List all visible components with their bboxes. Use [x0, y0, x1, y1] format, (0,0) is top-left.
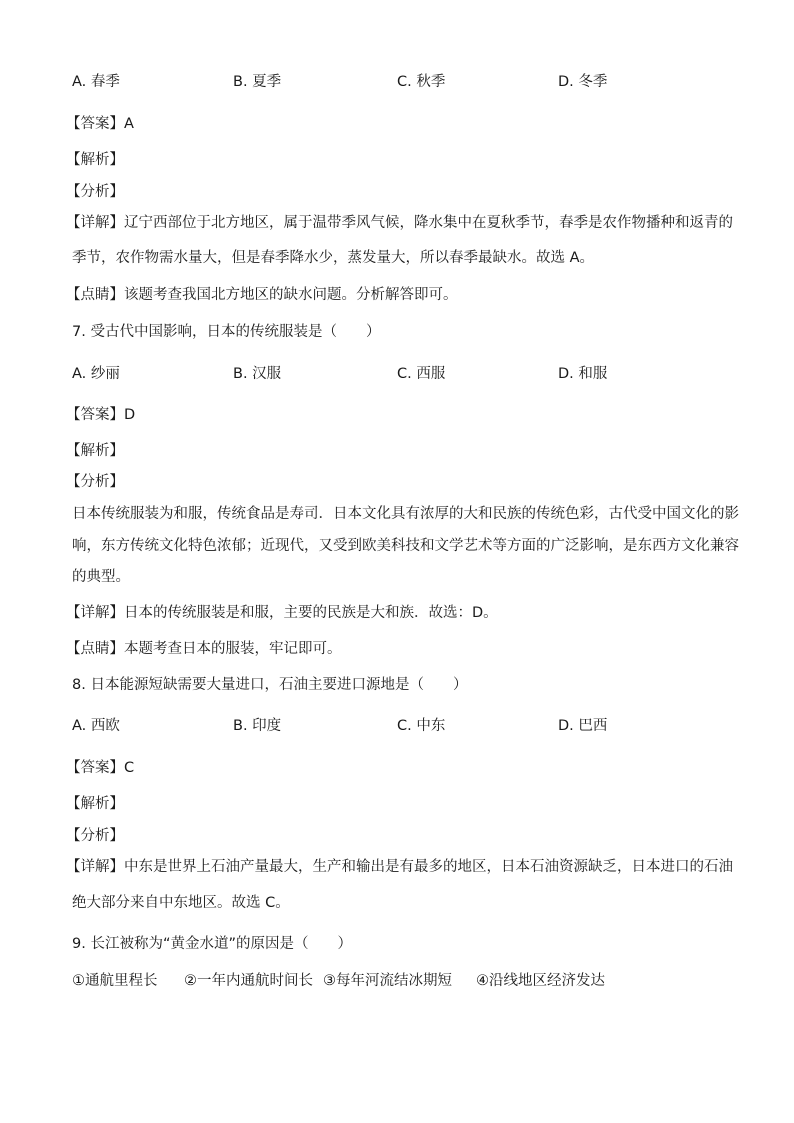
- q6-option-b: B. 夏季: [233, 74, 282, 90]
- q7-fenxi-line2: 响，东方传统文化特色浓郁；近现代，又受到欧美科技和文学艺术等方面的广泛影响，是东西方文化兼容: [72, 538, 739, 554]
- dianjing-text: 该题考查我国北方地区的缺水问题。分析解答即可。: [124, 287, 458, 303]
- q6-option-c: C. 秋季: [397, 74, 446, 90]
- q8-stem: 8. 日本能源短缺需要大量进口，石油主要进口源地是（ ）: [72, 677, 468, 693]
- q7-option-d: D. 和服: [558, 366, 608, 382]
- detail-tag: 【详解】: [66, 605, 124, 621]
- answer-value: C: [124, 760, 135, 776]
- answer-tag: 【答案】: [66, 407, 124, 423]
- q7-option-a: A. 纱丽: [72, 366, 120, 382]
- q9-item-2: ②一年内通航时间长: [184, 973, 313, 989]
- q7-answer: [66, 405, 135, 425]
- q7-analysis-tag: 【解析】: [66, 443, 124, 459]
- q9-stem: 9. 长江被称为“黄金水道”的原因是（ ）: [72, 936, 352, 952]
- q7-fenxi-tag: 【分析】: [66, 474, 124, 490]
- q9-item-3: ③每年河流结冰期短: [323, 973, 452, 989]
- q7-fenxi-line3: 的典型。: [72, 569, 130, 585]
- answer-tag: 【答案】: [66, 116, 124, 132]
- detail-text: 辽宁西部位于北方地区，属于温带季风气候，降水集中在夏秋季节，春季是农作物播种和返青的: [124, 215, 733, 231]
- q6-option-a: A. 春季: [72, 74, 120, 90]
- q6-answer: [66, 114, 134, 134]
- q6-dianjing: [66, 285, 458, 305]
- detail-tag: 【详解】: [66, 215, 124, 231]
- q8-option-c: C. 中东: [397, 718, 446, 734]
- q6-analysis-tag: 【解析】: [66, 152, 124, 168]
- q8-detail-line1: [66, 857, 733, 877]
- dianjing-tag: 【点睛】: [66, 641, 124, 657]
- q9-item-1: ①通航里程长: [72, 973, 158, 989]
- q7-dianjing: [66, 639, 342, 659]
- q8-option-b: B. 印度: [233, 718, 282, 734]
- answer-tag: 【答案】: [66, 760, 124, 776]
- q6-fenxi-tag: 【分析】: [66, 184, 124, 200]
- detail-text: 日本的传统服装是和服，主要的民族是大和族．故选：D。: [124, 605, 498, 621]
- answer-value: A: [124, 116, 134, 132]
- q6-detail-line1: [66, 213, 733, 233]
- q7-option-c: C. 西服: [397, 366, 446, 382]
- q8-analysis-tag: 【解析】: [66, 796, 124, 812]
- q7-stem: 7. 受古代中国影响，日本的传统服装是（ ）: [72, 324, 381, 340]
- q7-option-b: B. 汉服: [233, 366, 282, 382]
- q6-option-d: D. 冬季: [558, 74, 608, 90]
- q9-item-4: ④沿线地区经济发达: [476, 973, 605, 989]
- q8-option-d: D. 巴西: [558, 718, 608, 734]
- q6-detail-line2: 季节，农作物需水量大，但是春季降水少，蒸发量大，所以春季最缺水。故选 A。: [72, 250, 595, 266]
- q7-fenxi-line1: 日本传统服装为和服，传统食品是寿司．日本文化具有浓厚的大和民族的传统色彩，古代受中国文化的影: [72, 506, 739, 522]
- q8-fenxi-tag: 【分析】: [66, 828, 124, 844]
- q8-answer: [66, 758, 134, 778]
- detail-tag: 【详解】: [66, 859, 124, 875]
- dianjing-text: 本题考查日本的服装，牢记即可。: [124, 641, 342, 657]
- q8-detail-line2: 绝大部分来自中东地区。故选 C。: [72, 895, 290, 911]
- answer-value: D: [124, 407, 136, 423]
- q8-option-a: A. 西欧: [72, 718, 120, 734]
- dianjing-tag: 【点睛】: [66, 287, 124, 303]
- detail-text: 中东是世界上石油产量最大，生产和输出是有最多的地区，日本石油资源缺乏，日本进口的石油: [124, 859, 733, 875]
- q7-detail: [66, 603, 498, 623]
